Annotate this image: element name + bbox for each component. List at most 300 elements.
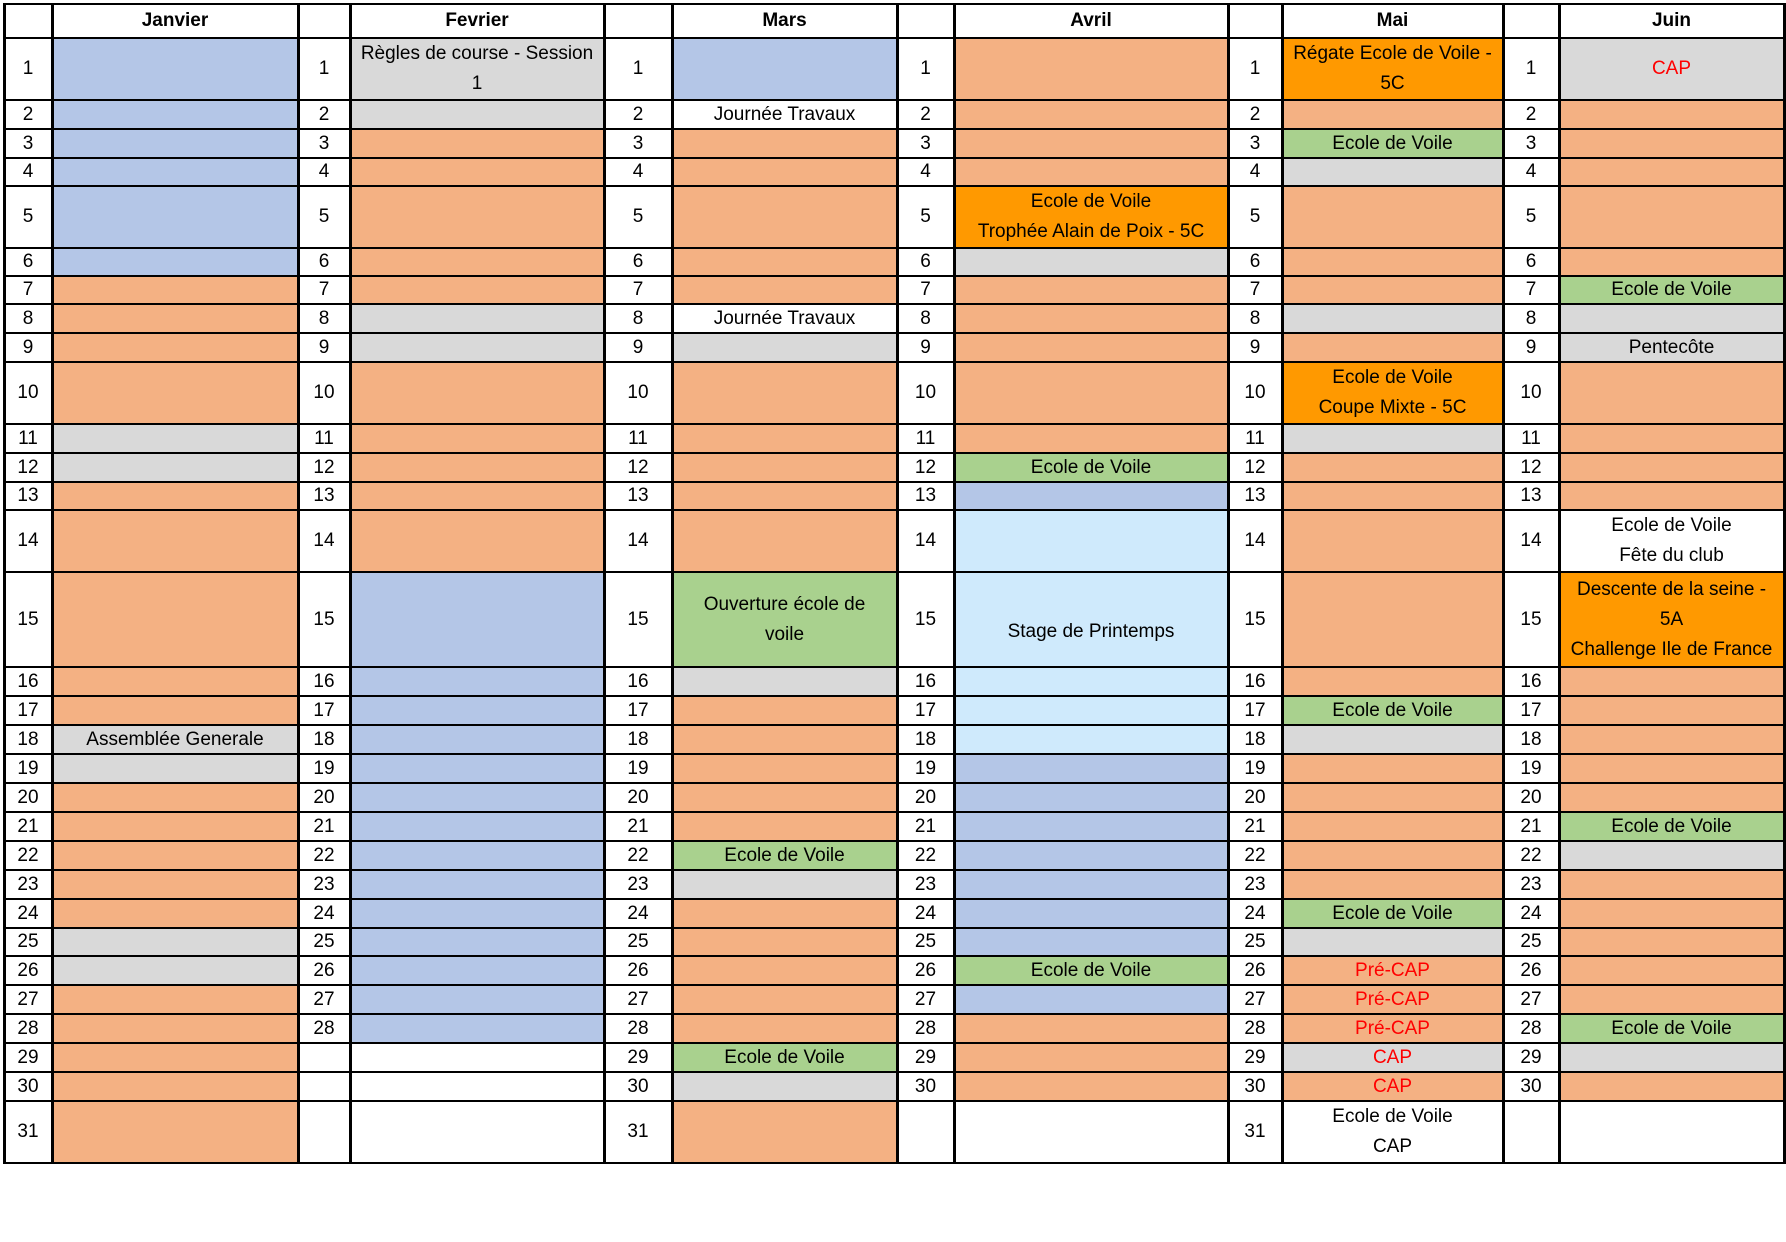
day-number: 27 — [897, 985, 954, 1014]
day-number: 13 — [4, 482, 52, 510]
day-cell — [1282, 928, 1503, 956]
grid-hline — [3, 927, 1785, 929]
event-cell: Assemblée Generale — [52, 725, 298, 754]
day-number: 11 — [1503, 424, 1559, 453]
day-number: 28 — [1228, 1014, 1282, 1043]
day-number: 26 — [4, 956, 52, 985]
grid-hline — [3, 898, 1785, 900]
day-cell — [52, 667, 298, 696]
month-number-header — [1503, 4, 1559, 38]
day-cell — [52, 276, 298, 304]
event-cell: CAP — [1559, 38, 1784, 100]
day-number: 24 — [604, 899, 672, 928]
day-number: 28 — [897, 1014, 954, 1043]
day-number: 7 — [4, 276, 52, 304]
day-cell — [1559, 248, 1784, 276]
day-cell — [350, 754, 604, 783]
day-number: 27 — [1503, 985, 1559, 1014]
day-cell — [1282, 510, 1503, 572]
day-cell — [1559, 725, 1784, 754]
event-cell: CAP — [1282, 1072, 1503, 1101]
day-cell — [350, 1014, 604, 1043]
day-number: 27 — [298, 985, 350, 1014]
day-number: 7 — [298, 276, 350, 304]
day-cell — [1282, 276, 1503, 304]
day-cell — [350, 956, 604, 985]
day-cell — [52, 1014, 298, 1043]
day-number: 18 — [298, 725, 350, 754]
day-cell — [672, 510, 897, 572]
grid-vline — [1502, 3, 1505, 1164]
day-number: 14 — [897, 510, 954, 572]
day-number: 24 — [897, 899, 954, 928]
day-cell — [1559, 304, 1784, 333]
day-cell — [1559, 453, 1784, 482]
day-number: 14 — [4, 510, 52, 572]
grid-vline — [297, 3, 300, 1164]
day-number: 22 — [4, 841, 52, 870]
day-number: 14 — [604, 510, 672, 572]
day-cell — [52, 812, 298, 841]
grid-hline — [3, 1071, 1785, 1073]
day-number: 2 — [4, 100, 52, 129]
day-cell — [954, 1043, 1228, 1072]
day-cell — [350, 482, 604, 510]
day-cell — [52, 304, 298, 333]
day-number: 6 — [1228, 248, 1282, 276]
grid-hline — [3, 423, 1785, 425]
day-cell — [1282, 333, 1503, 362]
day-cell — [954, 304, 1228, 333]
day-cell — [672, 928, 897, 956]
day-cell — [1559, 1043, 1784, 1072]
day-cell — [672, 754, 897, 783]
grid-hline — [3, 452, 1785, 454]
day-cell — [672, 186, 897, 248]
day-cell — [350, 100, 604, 129]
day-number: 15 — [604, 572, 672, 667]
day-number: 4 — [4, 158, 52, 186]
day-cell — [954, 362, 1228, 424]
day-number: 25 — [897, 928, 954, 956]
day-cell — [672, 783, 897, 812]
grid-vline — [896, 3, 899, 1164]
day-number: 8 — [4, 304, 52, 333]
day-number: 5 — [604, 186, 672, 248]
grid-hline — [3, 332, 1785, 334]
day-number: 15 — [1503, 572, 1559, 667]
day-cell — [52, 248, 298, 276]
grid-hline — [3, 984, 1785, 986]
day-number: 18 — [4, 725, 52, 754]
day-number: 12 — [604, 453, 672, 482]
event-cell: Journée Travaux — [672, 304, 897, 333]
day-cell — [52, 783, 298, 812]
grid-hline — [3, 666, 1785, 668]
day-cell — [1559, 100, 1784, 129]
day-cell — [1282, 158, 1503, 186]
day-cell — [954, 276, 1228, 304]
day-cell — [52, 158, 298, 186]
day-number: 10 — [4, 362, 52, 424]
day-number: 3 — [4, 129, 52, 158]
day-number: 25 — [604, 928, 672, 956]
day-cell — [1282, 783, 1503, 812]
day-cell — [954, 870, 1228, 899]
day-cell — [672, 453, 897, 482]
day-cell — [52, 985, 298, 1014]
day-cell — [1282, 424, 1503, 453]
day-number: 16 — [298, 667, 350, 696]
day-cell — [954, 38, 1228, 100]
day-cell — [52, 482, 298, 510]
day-cell — [52, 186, 298, 248]
day-cell — [954, 129, 1228, 158]
day-number: 12 — [897, 453, 954, 482]
day-number: 17 — [604, 696, 672, 725]
grid-vline — [603, 3, 606, 1164]
event-cell: Pré-CAP — [1282, 985, 1503, 1014]
day-cell — [954, 333, 1228, 362]
day-number: 5 — [1503, 186, 1559, 248]
day-number: 28 — [1503, 1014, 1559, 1043]
event-cell: Pré-CAP — [1282, 956, 1503, 985]
event-cell: Ecole de Voile — [954, 956, 1228, 985]
day-cell — [672, 424, 897, 453]
month-number-header — [4, 4, 52, 38]
day-cell — [1282, 248, 1503, 276]
day-number: 2 — [1503, 100, 1559, 129]
day-cell — [350, 453, 604, 482]
month-header-janvier: Janvier — [52, 4, 298, 38]
day-cell — [52, 754, 298, 783]
day-number: 1 — [1503, 38, 1559, 100]
day-number: 5 — [4, 186, 52, 248]
grid-vline — [1227, 3, 1230, 1164]
day-cell — [1559, 1101, 1784, 1163]
day-number: 7 — [897, 276, 954, 304]
day-cell — [1559, 754, 1784, 783]
day-cell — [350, 276, 604, 304]
day-number: 4 — [1503, 158, 1559, 186]
grid-vline — [953, 3, 956, 1164]
event-cell: Ecole de Voile Fête du club — [1559, 510, 1784, 572]
day-number: 23 — [298, 870, 350, 899]
grid-hline — [3, 361, 1785, 363]
day-cell — [1559, 841, 1784, 870]
day-number: 26 — [897, 956, 954, 985]
day-number: 23 — [604, 870, 672, 899]
day-cell — [350, 158, 604, 186]
day-number: 22 — [897, 841, 954, 870]
day-cell — [1559, 985, 1784, 1014]
day-number: 10 — [604, 362, 672, 424]
day-number: 15 — [4, 572, 52, 667]
day-cell — [1559, 362, 1784, 424]
day-cell — [954, 899, 1228, 928]
day-number — [298, 1043, 350, 1072]
day-number: 23 — [4, 870, 52, 899]
day-number — [1503, 1101, 1559, 1163]
grid-hline — [3, 695, 1785, 697]
day-cell — [52, 870, 298, 899]
day-number: 25 — [4, 928, 52, 956]
day-number — [298, 1101, 350, 1163]
day-number: 26 — [604, 956, 672, 985]
day-number: 9 — [1503, 333, 1559, 362]
day-number: 18 — [1503, 725, 1559, 754]
event-cell: Ecole de Voile Coupe Mixte - 5C — [1282, 362, 1503, 424]
event-cell: Règles de course - Session 1 — [350, 38, 604, 100]
day-number: 10 — [298, 362, 350, 424]
day-number: 14 — [298, 510, 350, 572]
event-cell: Ecole de Voile — [1559, 1014, 1784, 1043]
day-cell — [1282, 870, 1503, 899]
day-number: 27 — [604, 985, 672, 1014]
day-number: 3 — [897, 129, 954, 158]
day-number: 20 — [897, 783, 954, 812]
day-number: 28 — [298, 1014, 350, 1043]
day-number: 17 — [1228, 696, 1282, 725]
day-cell — [350, 812, 604, 841]
grid-hline — [3, 724, 1785, 726]
day-number: 21 — [1503, 812, 1559, 841]
grid-hline — [3, 3, 1785, 5]
day-cell — [1282, 725, 1503, 754]
grid-hline — [3, 247, 1785, 249]
day-number: 26 — [298, 956, 350, 985]
day-cell — [350, 510, 604, 572]
month-header-avril: Avril — [954, 4, 1228, 38]
grid-hline — [3, 1013, 1785, 1015]
day-cell — [350, 304, 604, 333]
day-number: 25 — [1503, 928, 1559, 956]
day-cell — [954, 754, 1228, 783]
day-cell — [672, 158, 897, 186]
day-cell — [672, 1101, 897, 1163]
day-cell — [1282, 453, 1503, 482]
day-number: 9 — [1228, 333, 1282, 362]
day-number: 29 — [897, 1043, 954, 1072]
day-cell — [1559, 482, 1784, 510]
day-number: 19 — [4, 754, 52, 783]
day-cell — [52, 841, 298, 870]
day-number: 13 — [1228, 482, 1282, 510]
day-number: 6 — [1503, 248, 1559, 276]
grid-hline — [3, 303, 1785, 305]
day-cell — [672, 333, 897, 362]
day-number: 28 — [4, 1014, 52, 1043]
day-cell — [52, 38, 298, 100]
day-number: 9 — [897, 333, 954, 362]
day-number: 28 — [604, 1014, 672, 1043]
merged-event-cell: Stage de Printemps — [954, 510, 1228, 754]
day-cell — [1282, 482, 1503, 510]
day-number — [897, 1101, 954, 1163]
grid-hline — [3, 509, 1785, 511]
day-cell — [52, 572, 298, 667]
day-number: 20 — [298, 783, 350, 812]
day-number: 12 — [4, 453, 52, 482]
grid-hline — [3, 811, 1785, 813]
grid-hline — [3, 157, 1785, 159]
day-cell — [954, 928, 1228, 956]
day-number: 21 — [298, 812, 350, 841]
day-number: 6 — [897, 248, 954, 276]
day-number: 22 — [1228, 841, 1282, 870]
day-number: 24 — [1503, 899, 1559, 928]
day-number: 19 — [1503, 754, 1559, 783]
day-number: 12 — [1503, 453, 1559, 482]
day-cell — [1559, 186, 1784, 248]
day-number: 18 — [897, 725, 954, 754]
day-cell — [350, 572, 604, 667]
day-cell — [350, 1101, 604, 1163]
day-number: 11 — [4, 424, 52, 453]
grid-hline — [3, 99, 1785, 101]
day-number: 19 — [1228, 754, 1282, 783]
grid-vline — [349, 3, 352, 1164]
day-number: 2 — [1228, 100, 1282, 129]
day-cell — [1282, 841, 1503, 870]
day-cell — [350, 362, 604, 424]
day-number: 22 — [1503, 841, 1559, 870]
day-number: 11 — [604, 424, 672, 453]
day-number: 1 — [1228, 38, 1282, 100]
day-number: 20 — [604, 783, 672, 812]
day-number: 16 — [1503, 667, 1559, 696]
day-number: 30 — [897, 1072, 954, 1101]
grid-hline — [3, 782, 1785, 784]
grid-hline — [3, 753, 1785, 755]
day-cell — [350, 333, 604, 362]
day-number: 29 — [604, 1043, 672, 1072]
grid-vline — [1558, 3, 1561, 1164]
day-number: 8 — [604, 304, 672, 333]
day-cell — [672, 129, 897, 158]
day-number: 30 — [1228, 1072, 1282, 1101]
day-cell — [1559, 783, 1784, 812]
day-cell — [52, 129, 298, 158]
grid-hline — [3, 955, 1785, 957]
day-cell — [672, 956, 897, 985]
day-cell — [672, 1072, 897, 1101]
day-number: 14 — [1503, 510, 1559, 572]
day-cell — [672, 482, 897, 510]
event-cell: Régate Ecole de Voile - 5C — [1282, 38, 1503, 100]
day-number: 15 — [897, 572, 954, 667]
day-cell — [672, 899, 897, 928]
day-cell — [350, 841, 604, 870]
day-cell — [672, 870, 897, 899]
day-number: 5 — [1228, 186, 1282, 248]
grid-vline — [1281, 3, 1284, 1164]
event-cell: Ecole de Voile — [954, 453, 1228, 482]
grid-hline — [3, 481, 1785, 483]
day-cell — [1559, 956, 1784, 985]
event-cell: Ecole de Voile — [1282, 696, 1503, 725]
day-number: 25 — [1228, 928, 1282, 956]
day-cell — [672, 985, 897, 1014]
month-number-header — [1228, 4, 1282, 38]
day-cell — [672, 667, 897, 696]
day-number: 2 — [298, 100, 350, 129]
day-number: 26 — [1503, 956, 1559, 985]
grid-hline — [3, 275, 1785, 277]
day-cell — [672, 362, 897, 424]
day-number: 18 — [604, 725, 672, 754]
day-cell — [1559, 928, 1784, 956]
day-number: 10 — [897, 362, 954, 424]
day-cell — [954, 841, 1228, 870]
day-cell — [672, 1014, 897, 1043]
event-cell: Ecole de Voile — [672, 1043, 897, 1072]
month-number-header — [298, 4, 350, 38]
day-number: 4 — [298, 158, 350, 186]
day-cell — [1282, 100, 1503, 129]
day-cell — [954, 985, 1228, 1014]
day-number: 26 — [1228, 956, 1282, 985]
event-cell: Ecole de Voile CAP — [1282, 1101, 1503, 1163]
day-cell — [52, 1101, 298, 1163]
day-cell — [954, 482, 1228, 510]
day-number: 3 — [1503, 129, 1559, 158]
grid-vline — [671, 3, 674, 1164]
day-number: 21 — [604, 812, 672, 841]
day-cell — [1282, 667, 1503, 696]
day-number: 16 — [4, 667, 52, 696]
day-cell — [1282, 812, 1503, 841]
day-cell — [350, 1043, 604, 1072]
day-cell — [954, 100, 1228, 129]
day-number: 13 — [1503, 482, 1559, 510]
day-number: 7 — [1503, 276, 1559, 304]
day-number: 6 — [4, 248, 52, 276]
day-cell — [672, 248, 897, 276]
grid-hline — [3, 37, 1785, 39]
day-cell — [954, 1072, 1228, 1101]
day-cell — [954, 158, 1228, 186]
grid-vline — [51, 3, 54, 1164]
day-number: 11 — [897, 424, 954, 453]
day-number: 16 — [604, 667, 672, 696]
day-number: 29 — [4, 1043, 52, 1072]
day-number: 3 — [1228, 129, 1282, 158]
month-number-header — [604, 4, 672, 38]
day-number: 22 — [298, 841, 350, 870]
day-cell — [350, 129, 604, 158]
day-number: 21 — [1228, 812, 1282, 841]
day-cell — [350, 870, 604, 899]
day-number: 17 — [897, 696, 954, 725]
day-number: 29 — [1503, 1043, 1559, 1072]
day-number: 10 — [1503, 362, 1559, 424]
grid-hline — [3, 1042, 1785, 1044]
day-number: 20 — [4, 783, 52, 812]
day-cell — [954, 1101, 1228, 1163]
event-cell: CAP — [1282, 1043, 1503, 1072]
day-number: 13 — [604, 482, 672, 510]
day-number: 18 — [1228, 725, 1282, 754]
day-cell — [350, 667, 604, 696]
day-cell — [350, 696, 604, 725]
day-cell — [350, 899, 604, 928]
event-cell: Pentecôte — [1559, 333, 1784, 362]
day-cell — [954, 812, 1228, 841]
day-cell — [52, 899, 298, 928]
day-number: 24 — [1228, 899, 1282, 928]
grid-hline — [3, 185, 1785, 187]
